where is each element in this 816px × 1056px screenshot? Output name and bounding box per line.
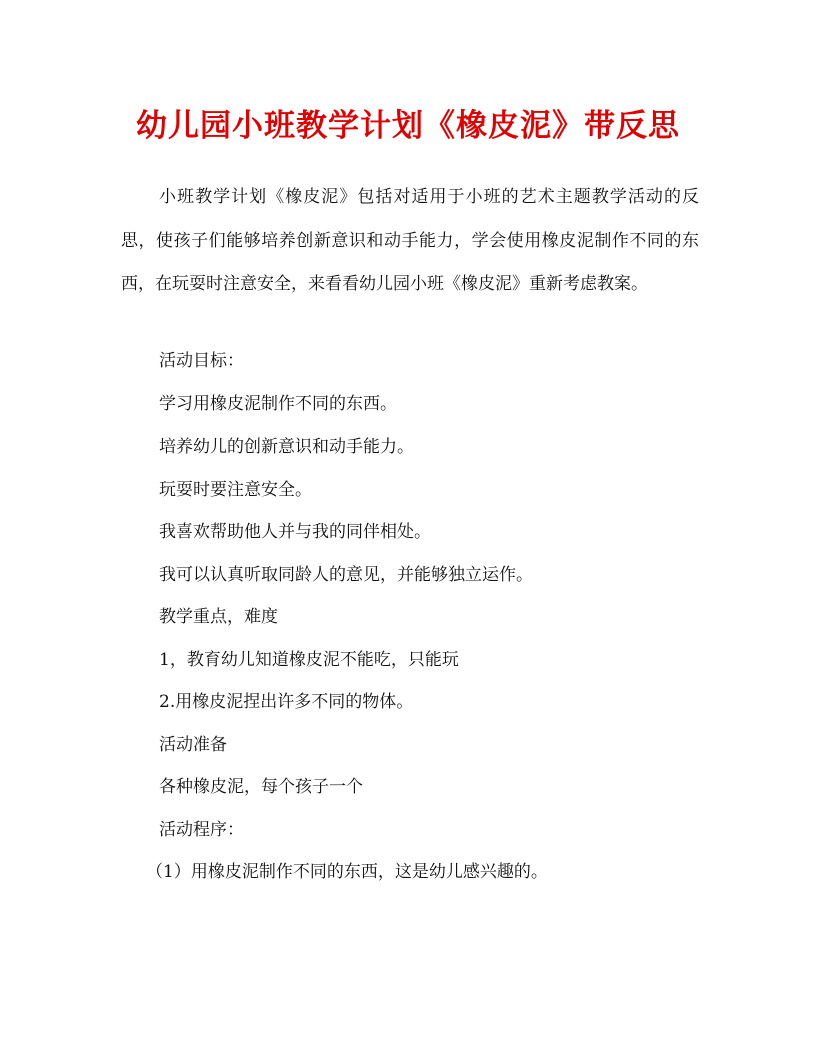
procedure-step: （1）用橡皮泥制作不同的东西，这是幼儿感兴趣的。 [146, 862, 548, 882]
section-heading-objectives: 活动目标： [159, 351, 244, 371]
key-point-item: 2.用橡皮泥捏出许多不同的物体。 [159, 692, 414, 712]
section-heading-key-points: 教学重点，难度 [159, 607, 278, 627]
page-title: 幼儿园小班教学计划《橡皮泥》带反思 [136, 108, 680, 144]
objective-item: 学习用橡皮泥制作不同的东西。 [159, 394, 397, 414]
intro-paragraph: 小班教学计划《橡皮泥》包括对适用于小班的艺术主题教学活动的反思，使孩子们能够培养创新意识和动手能力，学会使用橡皮泥制作不同的东西，在玩耍时注意安全，来看看幼儿园小班《橡皮泥》重新考虑教案。 [121, 187, 699, 294]
objective-item: 玩耍时要注意安全。 [159, 480, 312, 500]
objective-item: 我可以认真听取同龄人的意见，并能够独立运作。 [159, 565, 533, 585]
section-heading-procedure: 活动程序： [159, 820, 244, 840]
objective-item: 我喜欢帮助他人并与我的同伴相处。 [159, 522, 431, 542]
objective-item: 培养幼儿的创新意识和动手能力。 [159, 437, 414, 457]
key-point-item: 1，教育幼儿知道橡皮泥不能吃，只能玩 [159, 650, 459, 670]
preparation-item: 各种橡皮泥，每个孩子一个 [159, 777, 363, 797]
section-heading-preparation: 活动准备 [159, 735, 227, 755]
